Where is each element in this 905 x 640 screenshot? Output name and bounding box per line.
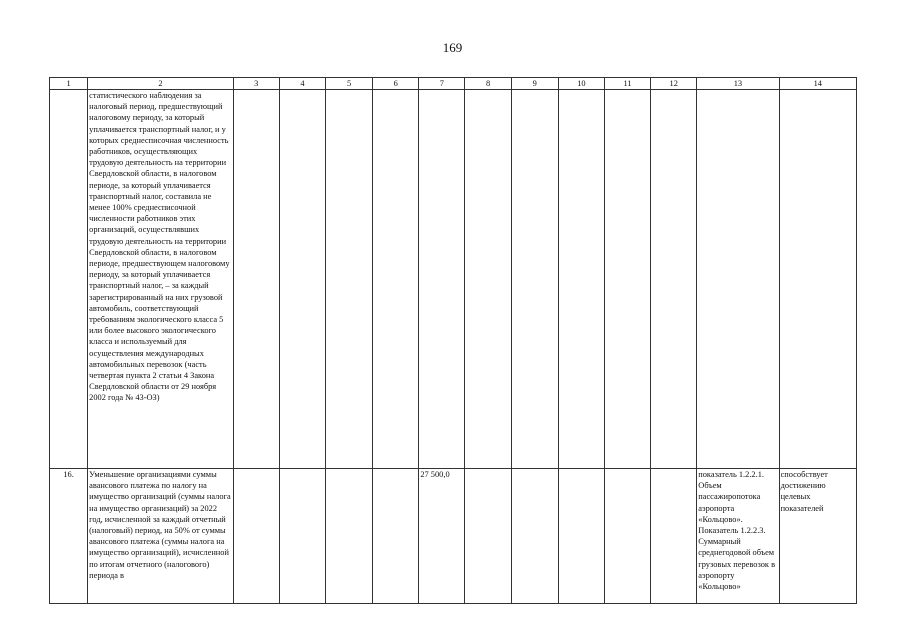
table-cell xyxy=(651,469,697,604)
row-number: 16. xyxy=(50,469,88,604)
column-header: 4 xyxy=(279,78,325,90)
indicator-cell: показатель 1.2.2.1. Объем пассажиропотока аэропорта «Кольцово». Показатель 1.2.2.3. Суммарный среднегодовой объем грузовых перевозок в аэропорту «Кольцово» xyxy=(697,469,779,604)
document-table xyxy=(49,77,857,604)
column-header: 10 xyxy=(558,78,604,90)
header-row xyxy=(50,78,857,90)
table-cell xyxy=(465,90,511,469)
column-header: 3 xyxy=(233,78,279,90)
effect-cell xyxy=(779,90,856,469)
column-header: 8 xyxy=(465,78,511,90)
column-header: 7 xyxy=(419,78,465,90)
row-description: Уменьшение организациями суммы авансового платежа по налогу на имущество организаций (суммы налога на имущество организаций) за 2022 год, исчисленной за каждый отчетный (налоговый) период, на 50% от суммы авансового платежа (суммы налога на имущество организаций), исчисленной по итогам отчетного (налогового) периода в xyxy=(88,469,234,604)
table-cell xyxy=(325,469,372,604)
column-header: 6 xyxy=(373,78,419,90)
column-header: 13 xyxy=(697,78,779,90)
table-cell xyxy=(279,90,325,469)
table-cell xyxy=(373,469,419,604)
table-cell xyxy=(233,469,279,604)
table-cell xyxy=(604,90,650,469)
table-cell xyxy=(511,90,558,469)
column-header: 9 xyxy=(511,78,558,90)
column-header: 12 xyxy=(651,78,697,90)
column-header: 1 xyxy=(50,78,88,90)
page-number: 169 xyxy=(442,40,463,55)
indicator-cell xyxy=(697,90,779,469)
table-cell xyxy=(511,469,558,604)
table-cell xyxy=(373,90,419,469)
table-cell xyxy=(233,90,279,469)
table-cell xyxy=(279,469,325,604)
column-header: 5 xyxy=(325,78,372,90)
table-cell xyxy=(558,90,604,469)
row-description: статистического наблюдения за налоговый период, предшествующий налоговому периоду, за который уплачивается транспортный налог, и у которых среднесписочная численность работников, осуществляющих трудовую деятельность на территории Свердловской области, в налоговом периоде, за который уплачивается транспортный налог, составила не менее 100% среднесписочной численности работников этих организаций, осуществлявших трудовую деятельность на территории Свердловской области, в налоговом периоде, предшествующем налоговому периоду, за который уплачивается транспортный налог, – за каждый зарегистрированный на них грузовой автомобиль, соответствующий требованиям экологического класса 5 или более высокого экологического класса и используемый для осуществления международных автомобильных перевозок (часть четвертая пункта 2 статьи 4 Закона Свердловской области от 29 ноября 2002 года № 43-ОЗ) xyxy=(88,90,234,469)
table-cell xyxy=(651,90,697,469)
amount-cell: 27 500,0 xyxy=(419,469,465,604)
effect-cell: способствует достижению целевых показателей xyxy=(779,469,856,604)
column-header: 2 xyxy=(88,78,234,90)
column-header: 14 xyxy=(779,78,856,90)
table-cell xyxy=(325,90,372,469)
table-row xyxy=(50,469,857,604)
table-cell xyxy=(419,90,465,469)
column-header: 11 xyxy=(604,78,650,90)
table-row xyxy=(50,90,857,469)
table-cell xyxy=(558,469,604,604)
row-number xyxy=(50,90,88,469)
table-cell xyxy=(465,469,511,604)
table-cell xyxy=(604,469,650,604)
